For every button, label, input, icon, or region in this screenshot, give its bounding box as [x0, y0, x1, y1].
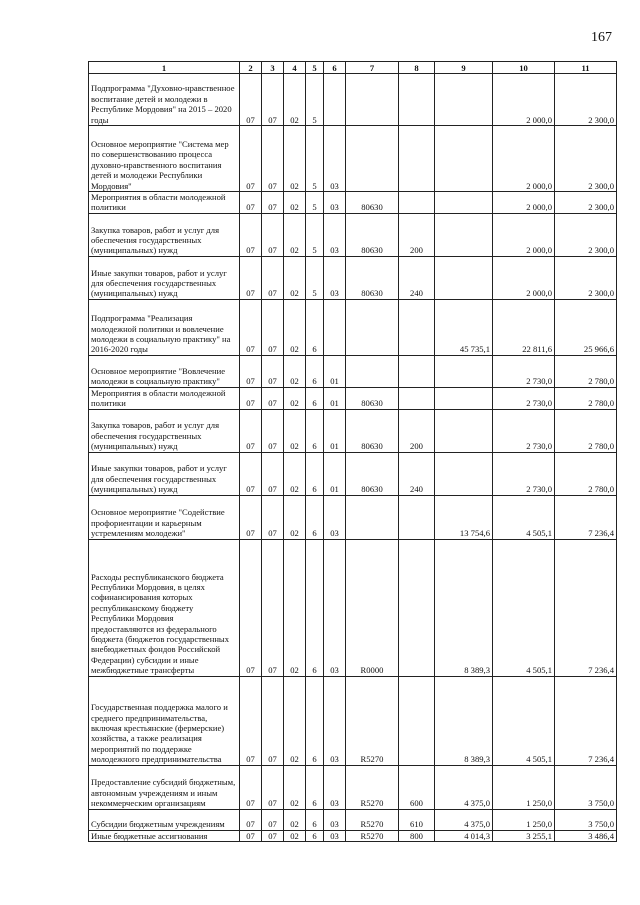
table-row	[89, 452, 617, 495]
amount-col-10: 2 000,0	[493, 213, 555, 256]
amount-col-9	[435, 355, 493, 387]
amount-col-11: 3 750,0	[555, 765, 617, 809]
direction-code	[346, 355, 399, 387]
program-code: 02	[284, 830, 306, 841]
amount-col-10: 3 255,1	[493, 830, 555, 841]
measure-code: 03	[324, 676, 346, 765]
amount-col-9: 13 754,6	[435, 495, 493, 539]
column-header: 3	[262, 62, 284, 74]
subsection-code: 07	[262, 299, 284, 355]
amount-col-10: 1 250,0	[493, 765, 555, 809]
table-row	[89, 830, 617, 841]
column-header: 1	[89, 62, 240, 74]
direction-code	[346, 299, 399, 355]
column-header: 6	[324, 62, 346, 74]
amount-col-10: 2 000,0	[493, 126, 555, 192]
table-row	[89, 299, 617, 355]
amount-col-9	[435, 74, 493, 126]
amount-col-9: 45 735,1	[435, 299, 493, 355]
amount-col-11: 2 300,0	[555, 213, 617, 256]
section-code: 07	[240, 452, 262, 495]
measure-code: 03	[324, 809, 346, 830]
section-code: 07	[240, 74, 262, 126]
program-code: 02	[284, 409, 306, 452]
section-code: 07	[240, 809, 262, 830]
section-code: 07	[240, 830, 262, 841]
amount-col-10: 2 730,0	[493, 387, 555, 409]
table-row	[89, 495, 617, 539]
subprogram-code: 6	[306, 765, 324, 809]
row-description: Основное мероприятие "Система мер по совершенствованию процесса духовно-нравственного воспитания детей и молодежи Республики Мордовия"	[89, 126, 240, 192]
expense-type-code	[399, 126, 435, 192]
program-code: 02	[284, 355, 306, 387]
subsection-code: 07	[262, 452, 284, 495]
subsection-code: 07	[262, 256, 284, 299]
amount-col-11: 7 236,4	[555, 539, 617, 676]
amount-col-11: 7 236,4	[555, 495, 617, 539]
direction-code: R5270	[346, 830, 399, 841]
subprogram-code: 6	[306, 409, 324, 452]
expense-type-code: 200	[399, 213, 435, 256]
program-code: 02	[284, 126, 306, 192]
amount-col-11: 2 300,0	[555, 126, 617, 192]
expense-type-code	[399, 539, 435, 676]
subsection-code: 07	[262, 676, 284, 765]
amount-col-9	[435, 452, 493, 495]
subsection-code: 07	[262, 74, 284, 126]
program-code: 02	[284, 765, 306, 809]
section-code: 07	[240, 387, 262, 409]
column-header: 5	[306, 62, 324, 74]
column-header: 2	[240, 62, 262, 74]
section-code: 07	[240, 256, 262, 299]
subsection-code: 07	[262, 830, 284, 841]
expense-type-code	[399, 355, 435, 387]
measure-code: 03	[324, 495, 346, 539]
expense-type-code	[399, 74, 435, 126]
section-code: 07	[240, 495, 262, 539]
subprogram-code: 6	[306, 299, 324, 355]
table-row	[89, 539, 617, 676]
amount-col-9: 8 389,3	[435, 676, 493, 765]
expense-type-code: 610	[399, 809, 435, 830]
amount-col-11: 25 966,6	[555, 299, 617, 355]
amount-col-10: 2 730,0	[493, 409, 555, 452]
direction-code: R5270	[346, 809, 399, 830]
measure-code: 01	[324, 387, 346, 409]
amount-col-9: 8 389,3	[435, 539, 493, 676]
table-row	[89, 126, 617, 192]
section-code: 07	[240, 192, 262, 214]
subprogram-code: 6	[306, 387, 324, 409]
page-number: 167	[591, 30, 612, 45]
row-description: Подпрограмма "Духовно-нравственное воспитание детей и молодежи в Республике Мордовия" на 2015 – 2020 годы	[89, 74, 240, 126]
subprogram-code: 5	[306, 74, 324, 126]
amount-col-11: 2 780,0	[555, 355, 617, 387]
subsection-code: 07	[262, 192, 284, 214]
row-description: Основное мероприятие "Содействие профориентации и карьерным устремлениям молодежи"	[89, 495, 240, 539]
expense-type-code: 240	[399, 256, 435, 299]
program-code: 02	[284, 495, 306, 539]
measure-code: 03	[324, 192, 346, 214]
table-row	[89, 409, 617, 452]
row-description: Закупка товаров, работ и услуг для обеспечения государственных (муниципальных) нужд	[89, 409, 240, 452]
expense-type-code	[399, 387, 435, 409]
row-description: Закупка товаров, работ и услуг для обеспечения государственных (муниципальных) нужд	[89, 213, 240, 256]
table-row	[89, 355, 617, 387]
section-code: 07	[240, 409, 262, 452]
direction-code: R5270	[346, 676, 399, 765]
subsection-code: 07	[262, 495, 284, 539]
subsection-code: 07	[262, 387, 284, 409]
subsection-code: 07	[262, 539, 284, 676]
amount-col-11: 2 300,0	[555, 192, 617, 214]
amount-col-11: 3 750,0	[555, 809, 617, 830]
row-description: Субсидии бюджетным учреждениям	[89, 809, 240, 830]
table-row	[89, 387, 617, 409]
amount-col-9	[435, 387, 493, 409]
direction-code: 80630	[346, 409, 399, 452]
column-header: 7	[346, 62, 399, 74]
subprogram-code: 5	[306, 126, 324, 192]
row-description: Иные закупки товаров, работ и услуг для обеспечения государственных (муниципальных) нужд	[89, 256, 240, 299]
subsection-code: 07	[262, 409, 284, 452]
amount-col-9: 4 375,0	[435, 765, 493, 809]
expense-type-code: 200	[399, 409, 435, 452]
measure-code	[324, 74, 346, 126]
program-code: 02	[284, 74, 306, 126]
amount-col-10: 2 730,0	[493, 355, 555, 387]
section-code: 07	[240, 213, 262, 256]
expense-type-code	[399, 495, 435, 539]
amount-col-9	[435, 409, 493, 452]
subprogram-code: 6	[306, 676, 324, 765]
column-header: 9	[435, 62, 493, 74]
expense-type-code: 600	[399, 765, 435, 809]
subprogram-code: 5	[306, 256, 324, 299]
program-code: 02	[284, 299, 306, 355]
direction-code: R0000	[346, 539, 399, 676]
expense-type-code: 800	[399, 830, 435, 841]
direction-code: 80630	[346, 452, 399, 495]
expense-type-code: 240	[399, 452, 435, 495]
measure-code: 03	[324, 539, 346, 676]
amount-col-10: 1 250,0	[493, 809, 555, 830]
amount-col-9: 4 375,0	[435, 809, 493, 830]
subprogram-code: 6	[306, 809, 324, 830]
table-row	[89, 809, 617, 830]
amount-col-11: 2 780,0	[555, 452, 617, 495]
subprogram-code: 6	[306, 355, 324, 387]
amount-col-10: 2 000,0	[493, 74, 555, 126]
direction-code: 80630	[346, 192, 399, 214]
measure-code: 03	[324, 256, 346, 299]
amount-col-9	[435, 213, 493, 256]
subsection-code: 07	[262, 765, 284, 809]
subprogram-code: 6	[306, 495, 324, 539]
row-description: Иные закупки товаров, работ и услуг для обеспечения государственных (муниципальных) нужд	[89, 452, 240, 495]
measure-code	[324, 299, 346, 355]
program-code: 02	[284, 539, 306, 676]
amount-col-10: 4 505,1	[493, 676, 555, 765]
measure-code: 03	[324, 830, 346, 841]
table-header-row	[89, 62, 617, 74]
row-description: Мероприятия в области молодежной политики	[89, 192, 240, 214]
amount-col-11: 7 236,4	[555, 676, 617, 765]
direction-code: 80630	[346, 256, 399, 299]
amount-col-9	[435, 126, 493, 192]
amount-col-10: 4 505,1	[493, 539, 555, 676]
measure-code: 03	[324, 126, 346, 192]
measure-code: 01	[324, 355, 346, 387]
row-description: Мероприятия в области молодежной политики	[89, 387, 240, 409]
row-description: Государственная поддержка малого и среднего предпринимательства, включая крестьянские (фермерские) хозяйства, а также реализация мероприятий по поддержке молодежного предпринимательства	[89, 676, 240, 765]
subprogram-code: 6	[306, 452, 324, 495]
subsection-code: 07	[262, 809, 284, 830]
row-description: Основное мероприятие "Вовлечение молодежи в социальную практику"	[89, 355, 240, 387]
amount-col-11: 2 300,0	[555, 256, 617, 299]
amount-col-9	[435, 192, 493, 214]
section-code: 07	[240, 299, 262, 355]
subsection-code: 07	[262, 126, 284, 192]
amount-col-11: 2 780,0	[555, 387, 617, 409]
column-header: 11	[555, 62, 617, 74]
program-code: 02	[284, 452, 306, 495]
amount-col-10: 2 730,0	[493, 452, 555, 495]
measure-code: 01	[324, 452, 346, 495]
program-code: 02	[284, 387, 306, 409]
table-row	[89, 192, 617, 214]
subprogram-code: 5	[306, 213, 324, 256]
subprogram-code: 5	[306, 192, 324, 214]
table-row	[89, 676, 617, 765]
table-row	[89, 256, 617, 299]
measure-code: 01	[324, 409, 346, 452]
subsection-code: 07	[262, 355, 284, 387]
amount-col-10: 4 505,1	[493, 495, 555, 539]
program-code: 02	[284, 192, 306, 214]
direction-code: R5270	[346, 765, 399, 809]
program-code: 02	[284, 256, 306, 299]
amount-col-10: 2 000,0	[493, 256, 555, 299]
subsection-code: 07	[262, 213, 284, 256]
amount-col-11: 2 780,0	[555, 409, 617, 452]
section-code: 07	[240, 765, 262, 809]
amount-col-11: 2 300,0	[555, 74, 617, 126]
row-description: Подпрограмма "Реализация молодежной политики и вовлечение молодежи в социальную практику" на 2016-2020 годы	[89, 299, 240, 355]
budget-table	[88, 61, 617, 842]
direction-code	[346, 74, 399, 126]
expense-type-code	[399, 676, 435, 765]
table-row	[89, 765, 617, 809]
table-row	[89, 74, 617, 126]
column-header: 10	[493, 62, 555, 74]
column-header: 8	[399, 62, 435, 74]
section-code: 07	[240, 126, 262, 192]
measure-code: 03	[324, 213, 346, 256]
direction-code: 80630	[346, 387, 399, 409]
row-description: Расходы республиканского бюджета Республики Мордовия, в целях софинансирования которых республиканскому бюджету Республики Мордовия предоставляются из федерального бюджета (бюджетов государственных внебюджетных фондов Российской Федерации) субсидии и иные межбюджетные трансферты	[89, 539, 240, 676]
program-code: 02	[284, 213, 306, 256]
amount-col-9: 4 014,3	[435, 830, 493, 841]
subprogram-code: 6	[306, 830, 324, 841]
row-description: Иные бюджетные ассигнования	[89, 830, 240, 841]
section-code: 07	[240, 676, 262, 765]
table-row	[89, 213, 617, 256]
subprogram-code: 6	[306, 539, 324, 676]
column-header: 4	[284, 62, 306, 74]
direction-code	[346, 126, 399, 192]
amount-col-9	[435, 256, 493, 299]
amount-col-10: 2 000,0	[493, 192, 555, 214]
direction-code	[346, 495, 399, 539]
expense-type-code	[399, 192, 435, 214]
amount-col-11: 3 486,4	[555, 830, 617, 841]
section-code: 07	[240, 539, 262, 676]
expense-type-code	[399, 299, 435, 355]
amount-col-10: 22 811,6	[493, 299, 555, 355]
row-description: Предоставление субсидий бюджетным, автономным учреждениям и иным некоммерческим организациям	[89, 765, 240, 809]
measure-code: 03	[324, 765, 346, 809]
section-code: 07	[240, 355, 262, 387]
direction-code: 80630	[346, 213, 399, 256]
program-code: 02	[284, 676, 306, 765]
program-code: 02	[284, 809, 306, 830]
